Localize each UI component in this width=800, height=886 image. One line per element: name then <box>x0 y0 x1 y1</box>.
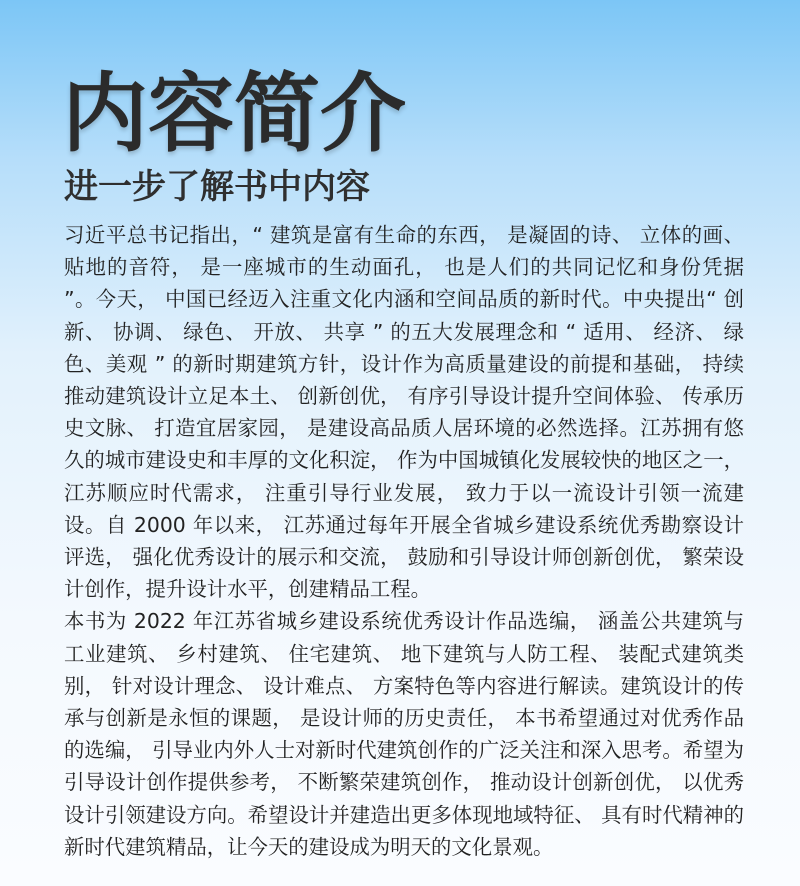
page-title: 内容简介 <box>62 64 406 164</box>
intro-paragraph-1: 习近平总书记指出，“ 建筑是富有生命的东西， 是凝固的诗、 立体的画、 贴地的音符， 是一座城市的生动面孔， 也是人们的共同记忆和身份凭据 ”。今天， 中国已经迈入注重文化内涵和空间品质的新时代。中央提出“ 创新、 协调、 绿色、 开放、 共享 ” 的五大发展理念和 “ 适用、 经济、 绿色、美观 ” 的新时期建筑方针，设计作为高质量建设的前提和基础， 持续推动建筑设计立足本土、 创新创优， 有序引导设计提升空间体验、 传承历史文脉、 打造宜居家园， 是建设高品质人居环境的必然选择。江苏拥有悠久的城市建设史和丰厚的文化积淀， 作为中国城镇化发展较快的地区之一， 江苏顺应时代需求， 注重引导行业发展， 致力于以一流设计引领一流建设。自 2000 年以来， 江苏通过每年开展全省城乡建设系统优秀勘察设计评选， 强化优秀设计的展示和交流， 鼓励和引导设计师创新创优， 繁荣设计创作，提升设计水平，创建精品工程。 <box>64 223 744 602</box>
intro-body <box>64 219 744 863</box>
page-subtitle: 进一步了解书中内容 <box>64 167 370 207</box>
intro-paragraph-2: 本书为 2022 年江苏省城乡建设系统优秀设计作品选编， 涵盖公共建筑与工业建筑、 乡村建筑、 住宅建筑、 地下建筑与人防工程、 装配式建筑类别， 针对设计理念、 设计难点、 方案特色等内容进行解读。建筑设计的传承与创新是永恒的课题， 是设计师的历史责任， 本书希望通过对优秀作品的选编， 引导业内外人士对新时代建筑创作的广泛关注和深入思考。希望为引导设计创作提供参考， 不断繁荣建筑创作， 推动设计创新创优， 以优秀设计引领建设方向。希望设计并建造出更多体现地域特征、 具有时代精神的新时代建筑精品，让今天的建设成为明天的文化景观。 <box>64 609 744 859</box>
